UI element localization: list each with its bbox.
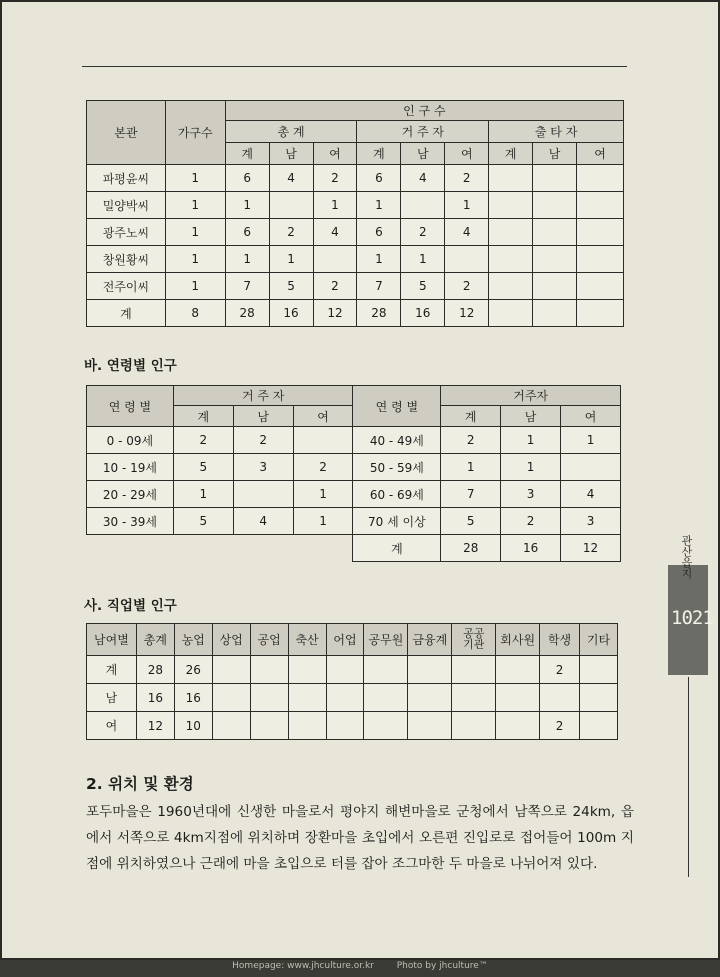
table-row (87, 219, 624, 246)
value-cell (250, 712, 288, 740)
job-header-cell: 축산 (288, 624, 326, 656)
gender-label-cell: 남 (87, 684, 137, 712)
value-cell: 6 (357, 219, 401, 246)
subheader-cell: 계 (357, 143, 401, 165)
job-header-cell (452, 624, 496, 656)
side-rule (688, 677, 689, 877)
value-cell (364, 712, 408, 740)
age-table (86, 385, 621, 562)
value-cell (577, 273, 624, 300)
age-group-cell: 60 - 69세 (353, 481, 441, 508)
value-cell: 2 (441, 427, 501, 454)
subheader-cell: 계 (489, 143, 533, 165)
age-group-cell: 10 - 19세 (87, 454, 174, 481)
value-cell: 12 (313, 300, 357, 327)
job-header-cell: 기타 (580, 624, 618, 656)
value-cell (540, 684, 580, 712)
value-cell (364, 684, 408, 712)
value-cell: 7 (357, 273, 401, 300)
subheader-cell: 남 (401, 143, 445, 165)
table-row (87, 656, 618, 684)
value-cell: 1 (357, 192, 401, 219)
table-row (87, 192, 624, 219)
value-cell (496, 712, 540, 740)
value-cell: 16 (501, 535, 561, 562)
value-cell (326, 684, 364, 712)
value-cell (452, 656, 496, 684)
value-cell (533, 300, 577, 327)
footer-homepage: Homepage: www.jhculture.or.kr (232, 961, 374, 971)
blank-cell (87, 535, 353, 562)
value-cell (250, 656, 288, 684)
value-cell: 2 (445, 165, 489, 192)
age-header-right: 연 령 별 (353, 386, 441, 427)
job-header-cell: 상업 (212, 624, 250, 656)
side-chapter-label: 관산읍지 (680, 535, 693, 579)
value-cell (212, 684, 250, 712)
value-cell: 2 (501, 508, 561, 535)
age-subheader-right: 남 (501, 406, 561, 427)
value-cell (364, 656, 408, 684)
age-header-residents-right: 거주자 (441, 386, 621, 406)
value-cell: 1 (357, 246, 401, 273)
value-cell: 1 (165, 219, 225, 246)
value-cell: 28 (357, 300, 401, 327)
value-cell (533, 219, 577, 246)
value-cell (577, 219, 624, 246)
subheader-cell: 여 (445, 143, 489, 165)
value-cell (326, 656, 364, 684)
value-cell (250, 684, 288, 712)
value-cell: 1 (293, 508, 353, 535)
age-group-cell: 30 - 39세 (87, 508, 174, 535)
value-cell: 5 (173, 454, 233, 481)
value-cell (496, 684, 540, 712)
header-total: 총 계 (225, 121, 357, 143)
value-cell (489, 219, 533, 246)
header-emigrants: 출 타 자 (489, 121, 624, 143)
age-subheader-left: 남 (233, 406, 293, 427)
value-cell: 4 (445, 219, 489, 246)
value-cell: 28 (441, 535, 501, 562)
clan-name-cell: 밀양박씨 (87, 192, 166, 219)
value-cell (489, 273, 533, 300)
value-cell: 5 (441, 508, 501, 535)
value-cell (288, 684, 326, 712)
age-subheader-right: 계 (441, 406, 501, 427)
value-cell: 1 (165, 165, 225, 192)
job-header-stacked: 공공기관 (463, 627, 485, 651)
value-cell: 4 (233, 508, 293, 535)
age-subheader-right: 여 (561, 406, 621, 427)
clan-name-cell: 창원황씨 (87, 246, 166, 273)
age-group-cell: 40 - 49세 (353, 427, 441, 454)
value-cell: 26 (174, 656, 212, 684)
age-group-cell: 50 - 59세 (353, 454, 441, 481)
value-cell: 1 (293, 481, 353, 508)
gender-label-cell: 여 (87, 712, 137, 740)
clan-name-cell: 계 (87, 300, 166, 327)
table-row (87, 246, 624, 273)
subheader-cell: 계 (225, 143, 269, 165)
value-cell: 16 (269, 300, 313, 327)
table-row (87, 165, 624, 192)
value-cell (401, 192, 445, 219)
value-cell (326, 712, 364, 740)
value-cell: 4 (401, 165, 445, 192)
value-cell (580, 684, 618, 712)
age-group-cell: 20 - 29세 (87, 481, 174, 508)
job-header-cell: 총계 (136, 624, 174, 656)
value-cell (580, 712, 618, 740)
value-cell: 1 (401, 246, 445, 273)
value-cell: 5 (173, 508, 233, 535)
value-cell (452, 684, 496, 712)
value-cell: 12 (445, 300, 489, 327)
value-cell: 1 (313, 192, 357, 219)
age-header-residents-left: 거 주 자 (173, 386, 353, 406)
top-rule (82, 66, 627, 67)
value-cell (269, 192, 313, 219)
value-cell (445, 246, 489, 273)
value-cell: 1 (445, 192, 489, 219)
value-cell: 1 (225, 246, 269, 273)
job-section-title: 사. 직업별 인구 (84, 598, 177, 614)
header-population: 인 구 수 (225, 101, 623, 121)
table-row (87, 273, 624, 300)
value-cell (533, 192, 577, 219)
value-cell (313, 246, 357, 273)
clan-name-cell: 파평윤씨 (87, 165, 166, 192)
value-cell (408, 712, 452, 740)
subheader-cell: 여 (313, 143, 357, 165)
value-cell: 16 (136, 684, 174, 712)
value-cell: 6 (225, 165, 269, 192)
value-cell (212, 656, 250, 684)
table-row (87, 684, 618, 712)
value-cell: 5 (401, 273, 445, 300)
value-cell (577, 246, 624, 273)
value-cell (288, 712, 326, 740)
value-cell (489, 165, 533, 192)
table-row (87, 481, 621, 508)
value-cell: 2 (540, 656, 580, 684)
subheader-cell: 남 (269, 143, 313, 165)
value-cell: 2 (540, 712, 580, 740)
value-cell (452, 712, 496, 740)
value-cell: 2 (269, 219, 313, 246)
value-cell: 12 (136, 712, 174, 740)
value-cell (533, 165, 577, 192)
table-row (87, 508, 621, 535)
job-header-cell: 어업 (326, 624, 364, 656)
value-cell: 6 (225, 219, 269, 246)
page-number: 1021 (671, 607, 713, 629)
value-cell (293, 427, 353, 454)
value-cell (577, 165, 624, 192)
value-cell: 4 (561, 481, 621, 508)
value-cell: 2 (173, 427, 233, 454)
job-header-cell: 남여별 (87, 624, 137, 656)
job-header-cell: 학생 (540, 624, 580, 656)
section2-title: 2. 위치 및 환경 (86, 775, 194, 793)
value-cell (533, 273, 577, 300)
age-group-cell: 0 - 09세 (87, 427, 174, 454)
value-cell: 7 (441, 481, 501, 508)
value-cell: 1 (269, 246, 313, 273)
value-cell: 6 (357, 165, 401, 192)
subheader-cell: 여 (577, 143, 624, 165)
age-header-left: 연 령 별 (87, 386, 174, 427)
value-cell (580, 656, 618, 684)
value-cell (489, 192, 533, 219)
value-cell: 1 (165, 273, 225, 300)
job-header-cell: 공무원 (364, 624, 408, 656)
value-cell (577, 192, 624, 219)
job-table (86, 623, 618, 740)
age-section-title: 바. 연령별 인구 (84, 358, 177, 374)
population-table (86, 100, 624, 327)
value-cell: 7 (225, 273, 269, 300)
value-cell (561, 454, 621, 481)
subheader-cell: 남 (533, 143, 577, 165)
value-cell: 5 (269, 273, 313, 300)
side-tab (668, 535, 713, 675)
table-row (87, 300, 624, 327)
total-label-cell: 계 (353, 535, 441, 562)
job-header-cell: 농업 (174, 624, 212, 656)
table-row-total (87, 535, 621, 562)
value-cell: 16 (401, 300, 445, 327)
footer (0, 961, 720, 971)
clan-name-cell: 광주노씨 (87, 219, 166, 246)
value-cell: 16 (174, 684, 212, 712)
value-cell: 1 (501, 454, 561, 481)
value-cell (233, 481, 293, 508)
job-header-cell: 금융계 (408, 624, 452, 656)
value-cell (577, 300, 624, 327)
value-cell: 1 (561, 427, 621, 454)
value-cell: 1 (225, 192, 269, 219)
value-cell: 4 (313, 219, 357, 246)
value-cell: 28 (136, 656, 174, 684)
value-cell: 2 (313, 165, 357, 192)
value-cell: 2 (401, 219, 445, 246)
value-cell: 1 (441, 454, 501, 481)
section2-body: 포두마을은 1960년대에 신생한 마을로서 평야지 해변마을로 군청에서 남쪽으로 24km, 읍에서 서쪽으로 4km지점에 위치하며 장환마을 초입에서 오른편 진입로로 접어들어 100m 지점에 위치하였으나 근래에 마을 초입으로 터를 잡아 조그마한 두 마을로 나뉘어져 있다. (86, 804, 634, 872)
job-header-cell: 회사원 (496, 624, 540, 656)
value-cell: 2 (233, 427, 293, 454)
age-group-cell: 70 세 이상 (353, 508, 441, 535)
table-row (87, 454, 621, 481)
value-cell: 2 (445, 273, 489, 300)
value-cell (496, 656, 540, 684)
value-cell (533, 246, 577, 273)
value-cell: 1 (165, 246, 225, 273)
value-cell: 12 (561, 535, 621, 562)
age-subheader-left: 여 (293, 406, 353, 427)
value-cell: 2 (313, 273, 357, 300)
value-cell: 1 (165, 192, 225, 219)
table-row (87, 712, 618, 740)
header-households: 가구수 (165, 101, 225, 165)
value-cell: 10 (174, 712, 212, 740)
value-cell: 8 (165, 300, 225, 327)
value-cell (408, 656, 452, 684)
gender-label-cell: 계 (87, 656, 137, 684)
value-cell: 1 (501, 427, 561, 454)
table-row (87, 427, 621, 454)
value-cell (489, 300, 533, 327)
header-residents: 거 주 자 (357, 121, 489, 143)
value-cell (489, 246, 533, 273)
value-cell (288, 656, 326, 684)
value-cell (212, 712, 250, 740)
clan-name-cell: 전주이씨 (87, 273, 166, 300)
value-cell: 1 (173, 481, 233, 508)
value-cell: 28 (225, 300, 269, 327)
value-cell: 3 (561, 508, 621, 535)
value-cell (408, 684, 452, 712)
footer-photo: Photo by jhculture™ (396, 961, 488, 971)
value-cell: 3 (501, 481, 561, 508)
header-bongwan: 본관 (87, 101, 166, 165)
age-subheader-left: 계 (173, 406, 233, 427)
value-cell: 2 (293, 454, 353, 481)
job-header-cell: 공업 (250, 624, 288, 656)
value-cell: 3 (233, 454, 293, 481)
value-cell: 4 (269, 165, 313, 192)
